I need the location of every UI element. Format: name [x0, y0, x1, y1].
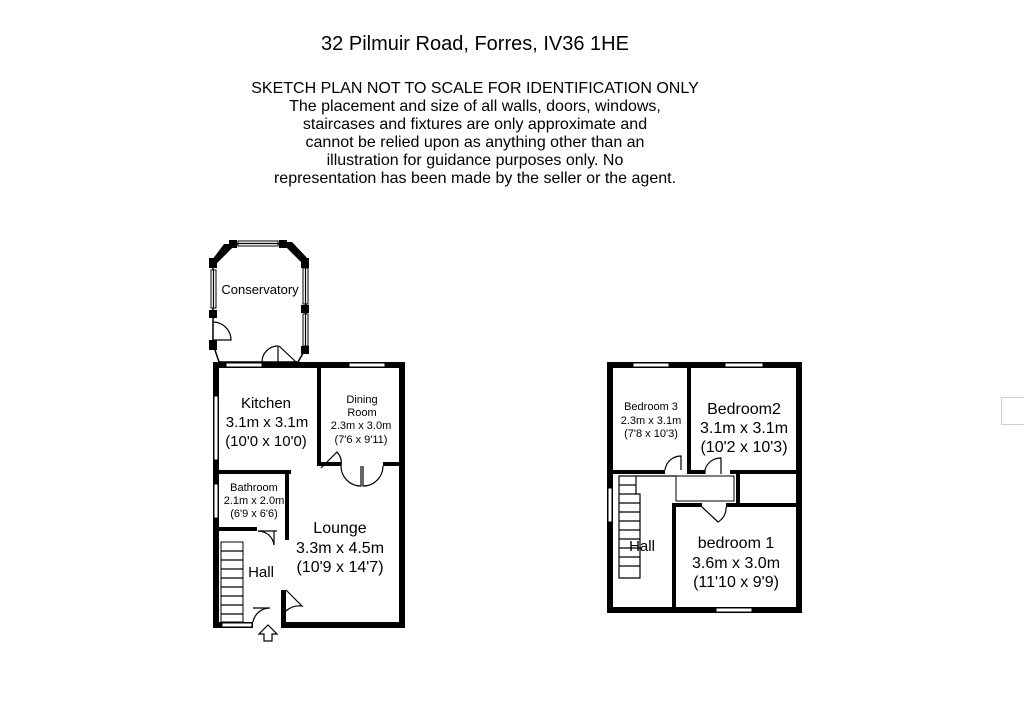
- room-size-bathroom-imperial: (6'9 x 6'6): [230, 508, 278, 520]
- room-size-bedroom3-imperial: (7'8 x 10'3): [624, 428, 678, 440]
- page-title: 32 Pilmuir Road, Forres, IV36 1HE: [321, 33, 629, 55]
- room-size-dining-imperial: (7'6 x 9'11): [334, 434, 388, 446]
- entrance-arrow-icon: [259, 625, 277, 641]
- conservatory-outline: [213, 244, 306, 362]
- room-size-lounge: 3.3m x 4.5m: [295, 540, 385, 557]
- room-size-bedroom1-imperial: (11'10 x 9'9): [693, 574, 779, 591]
- first-floor-stairs: [619, 476, 676, 578]
- room-size-dining: 2.3m x 3.0m: [330, 420, 392, 432]
- first-floor-plan: [607, 362, 802, 613]
- disclaimer-line: cannot be relied upon as anything other than an: [305, 134, 645, 151]
- room-size-bedroom1: 3.6m x 3.0m: [691, 555, 781, 572]
- room-size-kitchen: 3.1m x 3.1m: [225, 414, 309, 431]
- room-label-conservatory: Conservatory: [221, 282, 299, 297]
- ground-floor-stairs: [221, 542, 243, 622]
- conservatory-posts: [209, 240, 309, 354]
- side-scroll-tab[interactable]: [1001, 397, 1024, 425]
- room-label-bedroom3: Bedroom 3: [624, 401, 678, 413]
- room-size-bathroom: 2.1m x 2.0m: [223, 495, 285, 507]
- room-size-bedroom2-imperial: (10'2 x 10'3): [700, 439, 788, 456]
- disclaimer-line: The placement and size of all walls, doors, windows,: [289, 98, 661, 115]
- room-label-dining-2: Room: [347, 407, 377, 419]
- disclaimer-line: staircases and fixtures are only approximate and: [302, 116, 648, 133]
- room-label-hall-first: Hall: [629, 538, 655, 555]
- room-label-bedroom2: Bedroom2: [707, 401, 781, 418]
- room-size-kitchen-imperial: (10'0 x 10'0): [225, 433, 307, 450]
- room-label-bedroom1: bedroom 1: [697, 535, 775, 552]
- room-size-bedroom2: 3.1m x 3.1m: [699, 420, 789, 437]
- room-size-bedroom3: 2.3m x 3.1m: [620, 415, 682, 427]
- room-label-dining-1: Dining: [346, 394, 378, 406]
- disclaimer-line: illustration for guidance purposes only. No: [326, 152, 624, 169]
- disclaimer-line: representation has been made by the seller or the agent.: [273, 170, 677, 187]
- door-swing: [213, 322, 231, 340]
- room-size-lounge-imperial: (10'9 x 14'7): [296, 559, 384, 576]
- ground-floor-plan: [209, 240, 405, 641]
- disclaimer-line: SKETCH PLAN NOT TO SCALE FOR IDENTIFICATION ONLY: [251, 80, 699, 97]
- room-label-hall-ground: Hall: [248, 564, 274, 581]
- room-label-kitchen: Kitchen: [240, 395, 292, 412]
- room-label-lounge: Lounge: [313, 520, 367, 537]
- room-label-bathroom: Bathroom: [230, 482, 278, 494]
